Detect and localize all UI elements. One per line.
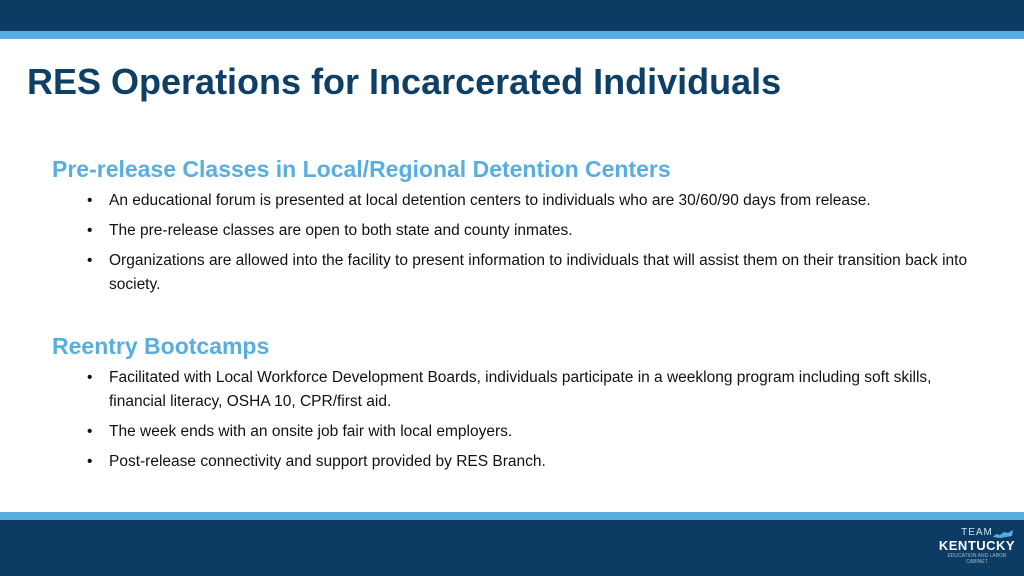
list-item (52, 366, 982, 414)
list-item (52, 450, 982, 474)
bottom-banner-dark (0, 520, 1024, 576)
bullet-icon: • (87, 453, 93, 470)
bullet-text: Facilitated with Local Workforce Development Boards, individuals participate in a weeklong program including soft skills, financial literacy, OSHA 10, CPR/first aid. (109, 369, 932, 410)
logo-name-text: KENTUCKY (938, 538, 1016, 553)
top-banner-dark (0, 0, 1024, 31)
section-heading: Pre-release Classes in Local/Regional Detention Centers (52, 156, 671, 182)
bullet-icon: • (87, 192, 93, 209)
section-reentry-bootcamps (52, 331, 982, 480)
section-heading: Reentry Bootcamps (52, 333, 270, 359)
bullet-list (52, 366, 982, 474)
list-item (52, 219, 982, 243)
bullet-icon: • (87, 252, 93, 269)
logo-sub-text: EDUCATION AND LABOR CABINET (947, 553, 1007, 565)
bottom-banner-accent (0, 512, 1024, 520)
list-item (52, 189, 982, 213)
bullet-icon: • (87, 369, 93, 386)
list-item (52, 420, 982, 444)
bullet-text: Organizations are allowed into the facility to present information to individuals that will assist them on their transition back into society. (109, 252, 968, 293)
bullet-text: The week ends with an onsite job fair with local employers. (109, 423, 513, 440)
bullet-text: Post-release connectivity and support provided by RES Branch. (109, 453, 546, 470)
bullet-text: The pre-release classes are open to both state and county inmates. (109, 222, 573, 239)
section-pre-release-classes (52, 154, 982, 303)
bullet-icon: • (87, 423, 93, 440)
bullet-text: An educational forum is presented at local detention centers to individuals who are 30/60/90 days from release. (109, 192, 871, 209)
team-kentucky-logo (938, 527, 1016, 571)
bullet-list (52, 189, 982, 297)
page-title: RES Operations for Incarcerated Individuals (27, 61, 782, 102)
kentucky-state-icon (992, 529, 1014, 539)
bullet-icon: • (87, 222, 93, 239)
top-banner-accent (0, 31, 1024, 39)
list-item (52, 249, 982, 297)
logo-team-text: TEAM (961, 527, 993, 538)
